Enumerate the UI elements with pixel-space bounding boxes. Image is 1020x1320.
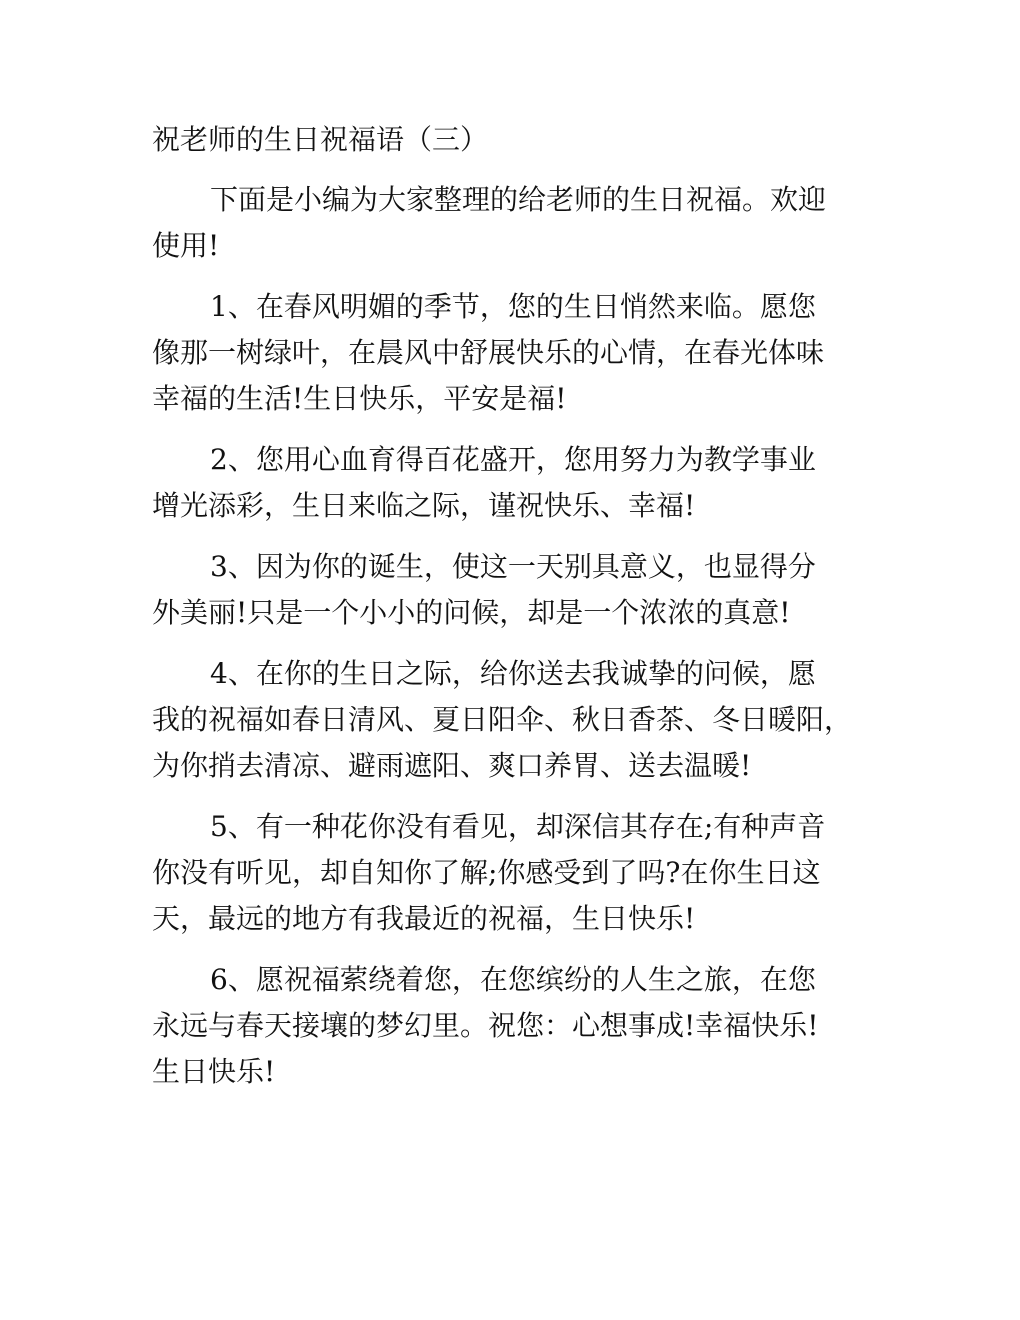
paragraph-line: 生日快乐! xyxy=(152,1055,276,1088)
paragraph-line: 像那一树绿叶，在晨风中舒展快乐的心情，在春光体味 xyxy=(152,336,825,369)
paragraph-line: 为你捎去清凉、避雨遮阳、爽口养胃、送去温暖! xyxy=(152,749,752,782)
paragraph-line: 3、因为你的诞生，使这一天别具意义，也显得分 xyxy=(210,550,816,583)
paragraph-line: 外美丽!只是一个小小的问候，却是一个浓浓的真意! xyxy=(152,596,791,629)
paragraph-line: 增光添彩，生日来临之际，谨祝快乐、幸福! xyxy=(152,489,696,522)
paragraph-line: 2、您用心血育得百花盛开，您用努力为教学事业 xyxy=(210,443,816,476)
paragraph-line: 6、愿祝福萦绕着您，在您缤纷的人生之旅，在您 xyxy=(210,963,816,996)
paragraph-line: 永远与春天接壤的梦幻里。祝您：心想事成!幸福快乐! xyxy=(152,1009,819,1042)
paragraph-line: 使用! xyxy=(152,229,220,262)
paragraph-line: 5、有一种花你没有看见，却深信其存在;有种声音 xyxy=(210,810,826,843)
document-title: 祝老师的生日祝福语（三） xyxy=(152,123,489,156)
paragraph-line: 1、在春风明媚的季节，您的生日悄然来临。愿您 xyxy=(210,290,816,323)
paragraph-line: 天，最远的地方有我最近的祝福，生日快乐! xyxy=(152,902,696,935)
paragraph-line: 下面是小编为大家整理的给老师的生日祝福。欢迎 xyxy=(210,183,827,216)
paragraph-line: 我的祝福如春日清风、夏日阳伞、秋日香茶、冬日暖阳， xyxy=(152,703,853,736)
paragraph-line: 幸福的生活!生日快乐，平安是福! xyxy=(152,382,567,415)
paragraph-line: 你没有听见，却自知你了解;你感受到了吗?在你生日这 xyxy=(152,856,821,889)
paragraph-line: 4、在你的生日之际，给你送去我诚挚的问候，愿 xyxy=(210,657,816,690)
